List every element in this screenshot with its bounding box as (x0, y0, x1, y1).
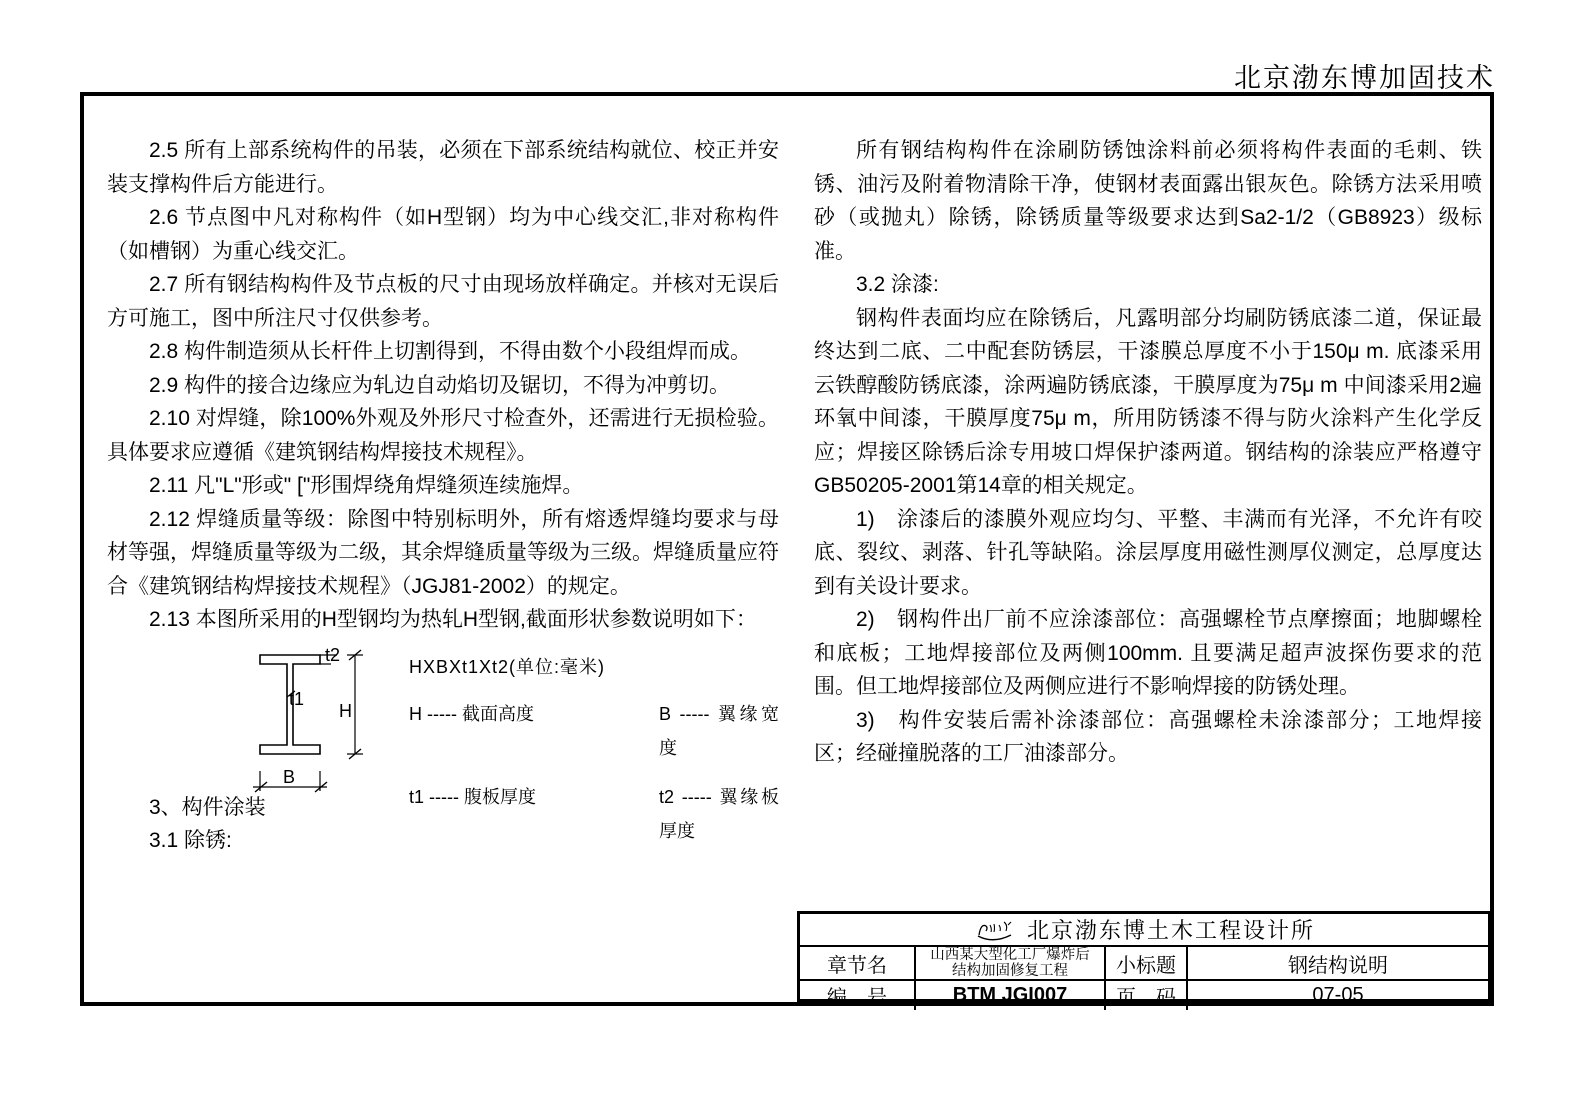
spec-paragraph: 2.6 节点图中凡对称构件（如H型钢）均为中心线交汇,非对称构件（如槽钢）为重心线交汇。 (107, 206, 779, 263)
section-3-1-title: 3.1 除锈: (149, 829, 232, 852)
page-label: 页 码 (1104, 981, 1186, 1010)
number-label: 编 号 (827, 987, 887, 1009)
title-block-company-row (800, 914, 1488, 945)
chapter-label: 章节名 (827, 954, 887, 977)
beam-label-t1: t1 (289, 688, 305, 709)
left-column (107, 134, 779, 858)
section-3-title: 3、构件涂装 (149, 795, 266, 819)
spec-list-item: 2) 钢构件出厂前不应涂漆部位：高强螺栓节点摩擦面；地脚螺栓和底板；工地焊接部位及两侧100mm. 且要满足超声波探伤要求的范围。但工地焊接部位及两侧应进行不影响焊接的防锈处理。 (814, 608, 1482, 698)
spec-paragraph: 2.11 凡"L"形或" ["形围焊绕角焊缝须连续施焊。 (149, 474, 584, 497)
spec-list-item: 1) 涂漆后的漆膜外观应均匀、平整、丰满而有光泽，不允许有咬底、裂纹、剥落、针孔等缺陷。涂层厚度用磁性测厚仪测定，总厚度达到有关设计要求。 (814, 507, 1482, 598)
drawing-number: BTM JGI007 (914, 981, 1104, 1010)
spec-paragraph: 2.7 所有钢结构构件及节点板的尺寸由现场放样确定。并核对无误后方可施工，图中所注尺寸仅供参考。 (107, 273, 779, 330)
legend-item-B: B ----- 翼缘宽度 (659, 704, 779, 758)
project-name-line2: 结构加固修复工程 (952, 963, 1068, 979)
h-beam-profile-icon (245, 645, 375, 795)
spec-list-item: 3) 构件安装后需补涂漆部位：高强螺栓未涂漆部分；工地焊接区；经碰撞脱落的工厂油漆部分。 (814, 708, 1482, 765)
beam-label-H: H (339, 700, 352, 721)
beam-label-B: B (283, 766, 296, 787)
spec-paragraph: 2.9 构件的接合边缘应为轧边自动焰切及锯切，不得为冲剪切。 (149, 373, 731, 397)
beam-designation-formula: HXBXt1Xt2(单位:毫米) (409, 656, 606, 677)
spec-paragraph: 2.5 所有上部系统构件的吊装，必须在下部系统结构就位、校正并安装支撑构件后方能进行。 (107, 139, 779, 196)
spec-paragraph: 2.8 构件制造须从长杆件上切割得到，不得由数个小段组焊而成。 (149, 340, 752, 363)
page-number: 07-05 (1186, 981, 1488, 1010)
title-block-row-chapter (800, 945, 1488, 979)
spec-paragraph: 2.12 焊缝质量等级：除图中特别标明外，所有熔透焊缝均要求与母材等强，焊缝质量等级为二级，其余焊缝质量等级为三级。焊缝质量应符合《建筑钢结构焊接技术规程》（JGJ81-2002）的规定。 (107, 507, 779, 598)
subtitle-label: 小标题 (1104, 947, 1186, 979)
spec-paragraph: 2.13 本图所采用的H型钢均为热轧H型钢,截面形状参数说明如下： (149, 608, 757, 631)
project-name-line1: 山西某大型化工厂爆炸后 (930, 947, 1090, 963)
project-name (914, 947, 1104, 979)
drawing-frame (80, 92, 1494, 1009)
page-header-brand: 北京渤东博加固技术 (1234, 63, 1495, 93)
h-beam-section-diagram (245, 644, 779, 841)
drawing-subtitle: 钢结构说明 (1186, 947, 1488, 979)
legend-item-t1: t1 ----- 腹板厚度 (409, 787, 536, 807)
beam-legend (409, 645, 779, 849)
title-block-row-number (800, 979, 1488, 1010)
legend-item-t2: t2 ----- 翼缘板厚度 (659, 787, 779, 841)
title-block (797, 911, 1491, 1009)
spec-paragraph: 钢构件表面均应在除锈后，凡露明部分均刷防锈底漆二道，保证最终达到二底、二中配套防锈层，干漆膜总厚度不小于150μ m. 底漆采用云铁醇酸防锈底漆，涂两遍防锈底漆，干膜厚度为75μ m 中间漆采用2遍环氧中间漆，干膜厚度75μ m，所用防锈漆不得与防火涂料产生化学反应；焊接区除锈后涂专用坡口焊保护漆两道。钢结构的涂装应严格遵守GB50205-2001第14章的相关规定。 (814, 306, 1482, 497)
legend-item-H: H ----- 截面高度 (409, 704, 534, 724)
beam-label-t2: t2 (325, 644, 341, 665)
spec-paragraph: 所有钢结构构件在涂刷防锈蚀涂料前必须将构件表面的毛刺、铁锈、油污及附着物清除干净，使钢材表面露出银灰色。除锈方法采用喷砂（或抛丸）除锈，除锈质量等级要求达到Sa2-1/2（GB8923）级标准。 (814, 139, 1482, 263)
section-3-2-title: 3.2 涂漆: (856, 273, 939, 296)
company-logo-icon (973, 917, 1017, 943)
design-office-name: 北京渤东博土木工程设计所 (1026, 918, 1315, 943)
spec-paragraph: 2.10 对焊缝，除100%外观及外形尺寸检查外，还需进行无损检验。具体要求应遵循《建筑钢结构焊接技术规程》。 (107, 407, 779, 464)
right-column (814, 134, 1482, 771)
